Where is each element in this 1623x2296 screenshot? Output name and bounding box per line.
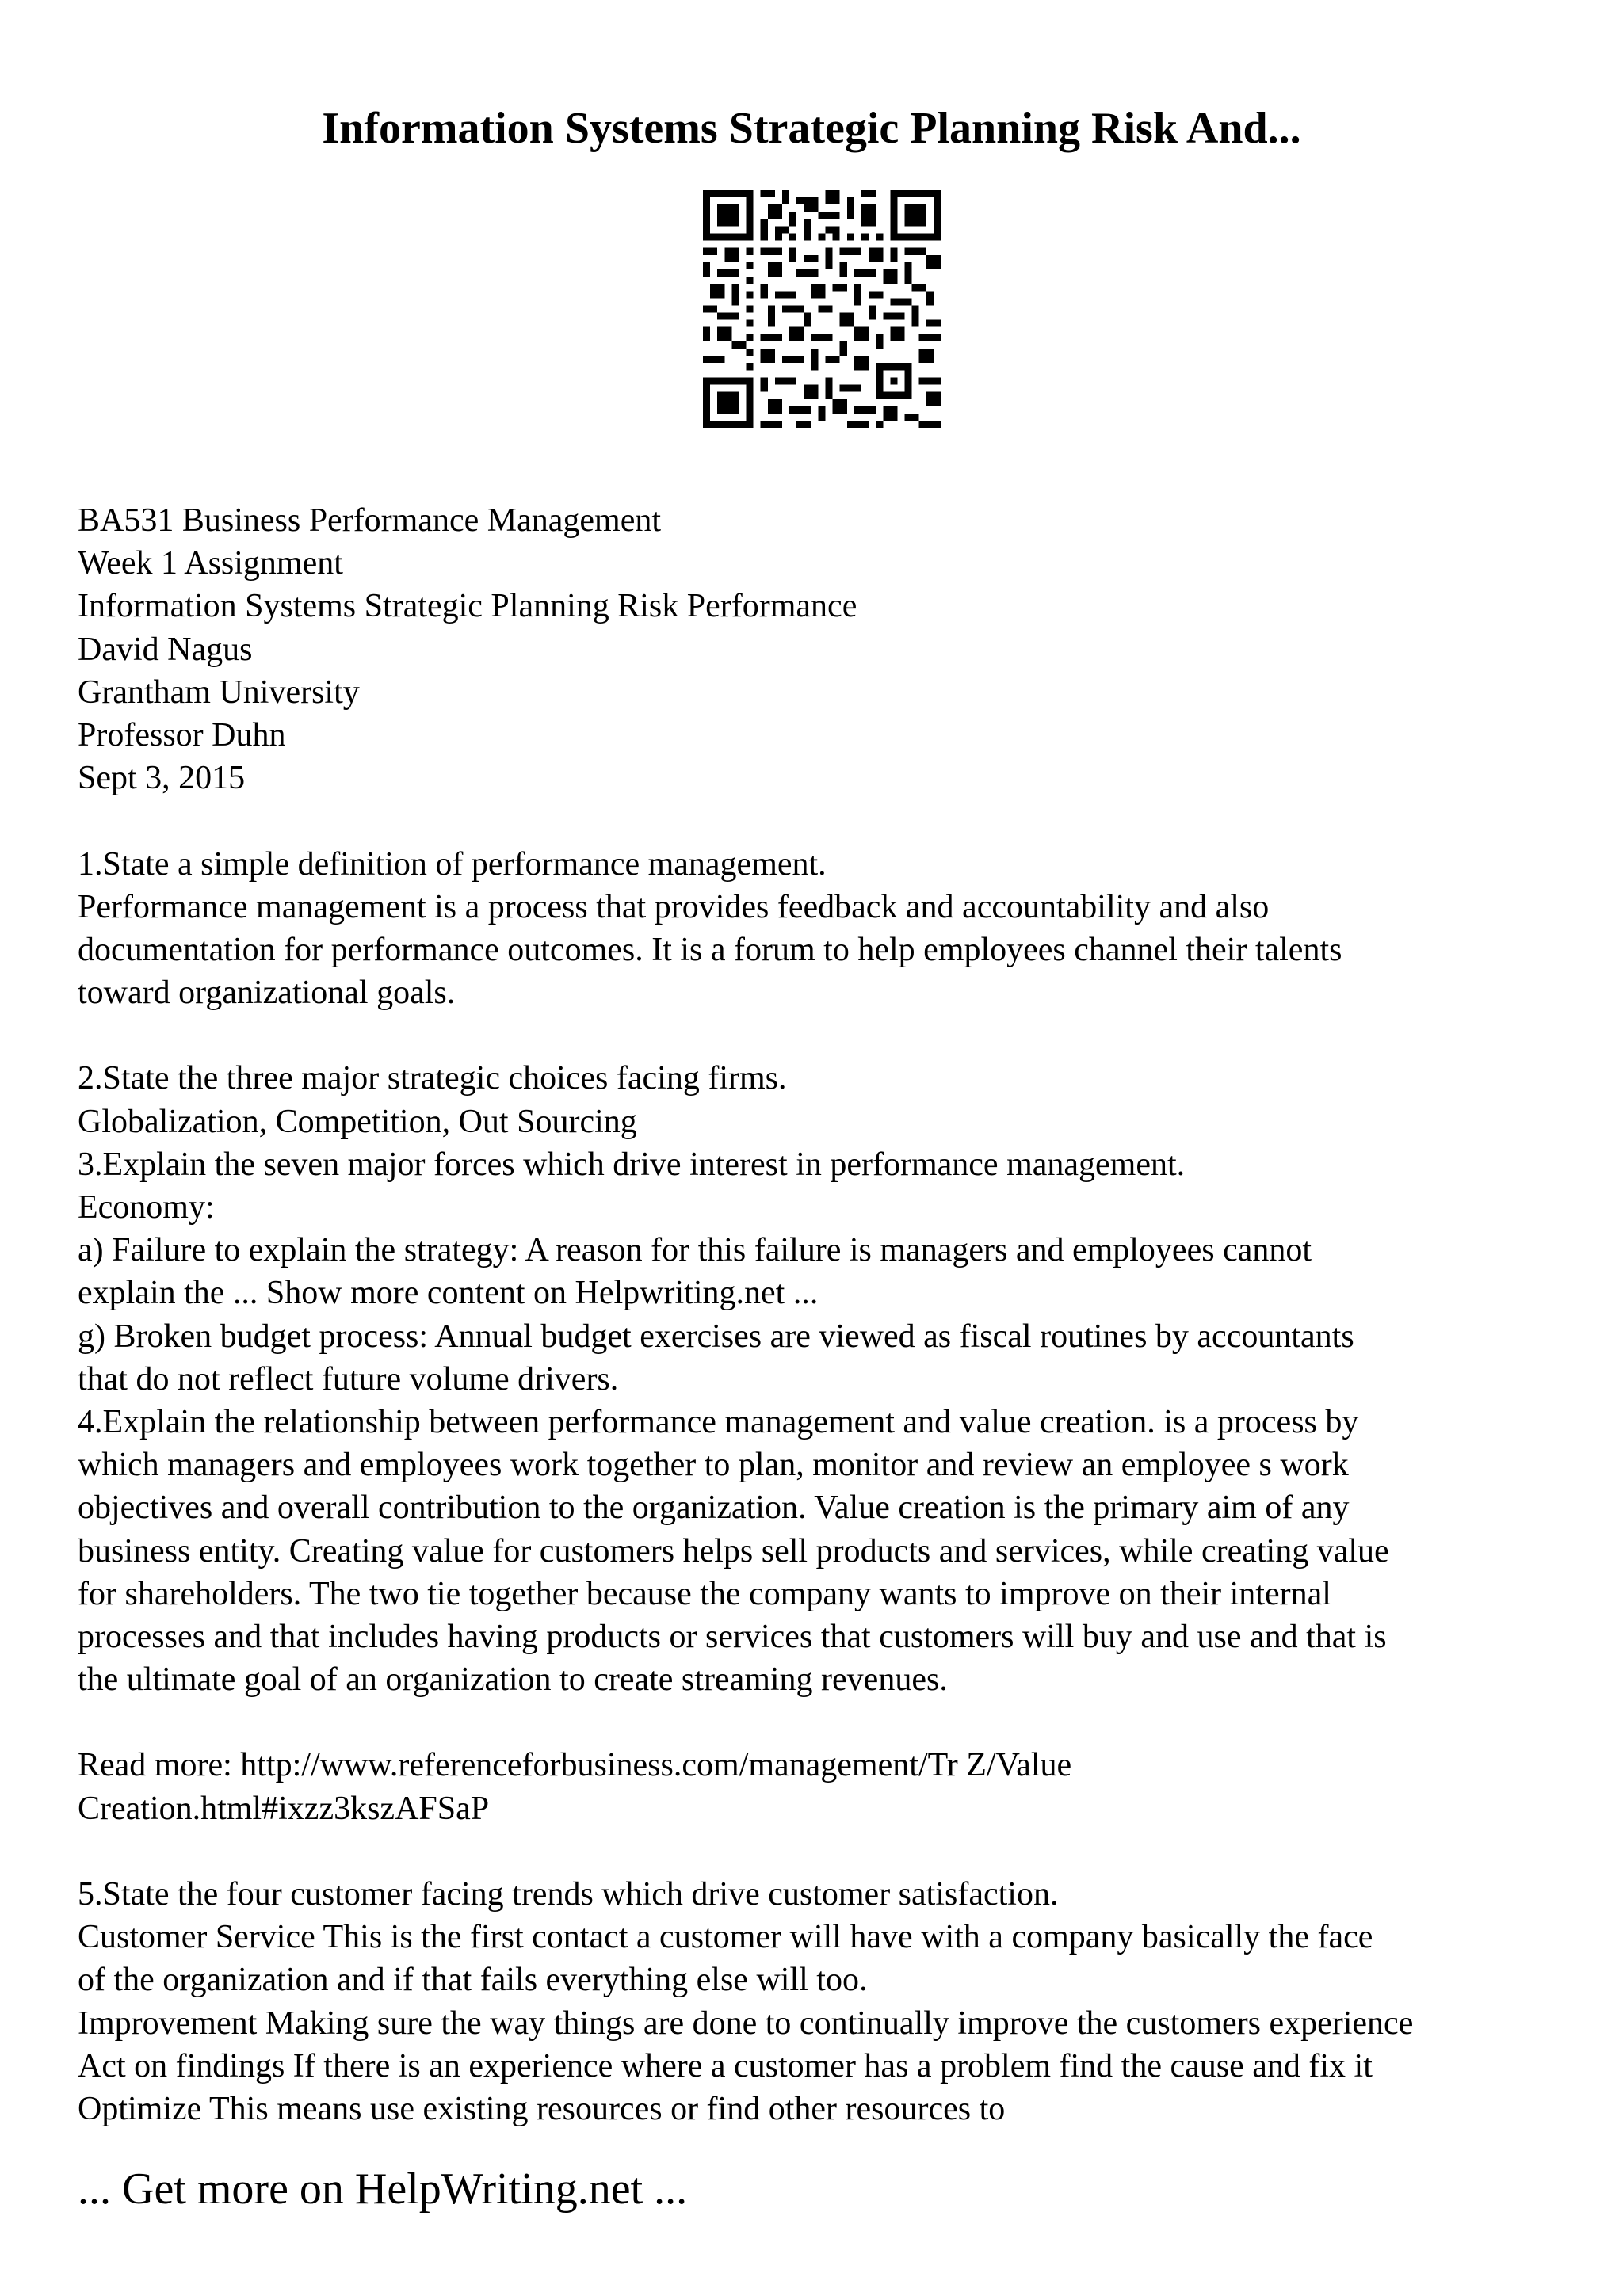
author-line: David Nagus	[78, 631, 253, 668]
course-line: BA531 Business Performance Management	[78, 502, 662, 539]
document-body	[78, 499, 1583, 2130]
paragraph-line: Act on findings If there is an experience where a customer has a problem find the cause and fix it	[78, 2047, 1373, 2084]
paragraph-line: Improvement Making sure the way things are done to continually improve the customers experience	[78, 2004, 1414, 2042]
paragraph-line: 4.Explain the relationship between performance management and value creation. is a process by	[78, 1403, 1359, 1440]
paragraph-line: Customer Service This is the first contact a customer will have with a company basically the face	[78, 1919, 1373, 1956]
paragraph-line: 1.State a simple definition of performance management.	[78, 845, 827, 883]
paragraph-line: toward organizational goals.	[78, 974, 456, 1012]
section-question-1	[78, 843, 1583, 1015]
assignment-line: Week 1 Assignment	[78, 545, 343, 582]
university-line: Grantham University	[78, 673, 360, 711]
qr-code-icon	[703, 190, 941, 428]
section-question-5	[78, 1873, 1583, 2130]
paragraph-line: explain the ... Show more content on Helpwriting.net ...	[78, 1275, 819, 1312]
paragraph-line: business entity. Creating value for customers helps sell products and services, while creating value	[78, 1532, 1389, 1569]
paragraph-line: g) Broken budget process: Annual budget exercises are viewed as fiscal routines by accountants	[78, 1318, 1354, 1355]
paragraph-line: of the organization and if that fails everything else will too.	[78, 1962, 868, 1999]
paragraph-line: that do not reflect future volume drivers.	[78, 1360, 619, 1398]
paragraph-line: Optimize This means use existing resources or find other resources to	[78, 2090, 1006, 2127]
paragraph-line: documentation for performance outcomes. It is a forum to help employees channel their talents	[78, 931, 1342, 968]
header-block	[78, 499, 1583, 799]
paragraph-line: Globalization, Competition, Out Sourcing	[78, 1103, 637, 1140]
paragraph-line: Performance management is a process that provides feedback and accountability and also	[78, 888, 1270, 925]
read-more-link: Read more: http://www.referenceforbusiness.com/management/Tr Z/Value	[78, 1747, 1072, 1784]
read-more-block	[78, 1744, 1583, 1829]
professor-line: Professor Duhn	[78, 716, 286, 753]
paragraph-line: 5.State the four customer facing trends which drive customer satisfaction.	[78, 1876, 1059, 1913]
section-questions-2-4	[78, 1057, 1583, 1701]
document-title: Information Systems Strategic Planning Risk And...	[322, 104, 1301, 153]
subject-line: Information Systems Strategic Planning Risk Performance	[78, 588, 857, 625]
read-more-link: Creation.html#ixzz3kszAFSaP	[78, 1790, 490, 1827]
date-line: Sept 3, 2015	[78, 760, 246, 797]
paragraph-line: which managers and employees work together to plan, monitor and review an employee s work	[78, 1447, 1349, 1484]
paragraph-line: 2.State the three major strategic choices facing firms.	[78, 1060, 787, 1097]
paragraph-line: Economy:	[78, 1189, 215, 1226]
paragraph-line: 3.Explain the seven major forces which drive interest in performance management.	[78, 1146, 1186, 1183]
paragraph-line: a) Failure to explain the strategy: A reason for this failure is managers and employees cannot	[78, 1232, 1312, 1269]
paragraph-line: for shareholders. The two tie together because the company wants to improve on their internal	[78, 1575, 1331, 1612]
paragraph-line: processes and that includes having products or services that customers will buy and use and that is	[78, 1618, 1387, 1655]
paragraph-line: the ultimate goal of an organization to create streaming revenues.	[78, 1661, 948, 1699]
paragraph-line: objectives and overall contribution to the organization. Value creation is the primary aim of any	[78, 1489, 1350, 1527]
get-more-footer: ... Get more on HelpWriting.net ...	[78, 2164, 688, 2214]
